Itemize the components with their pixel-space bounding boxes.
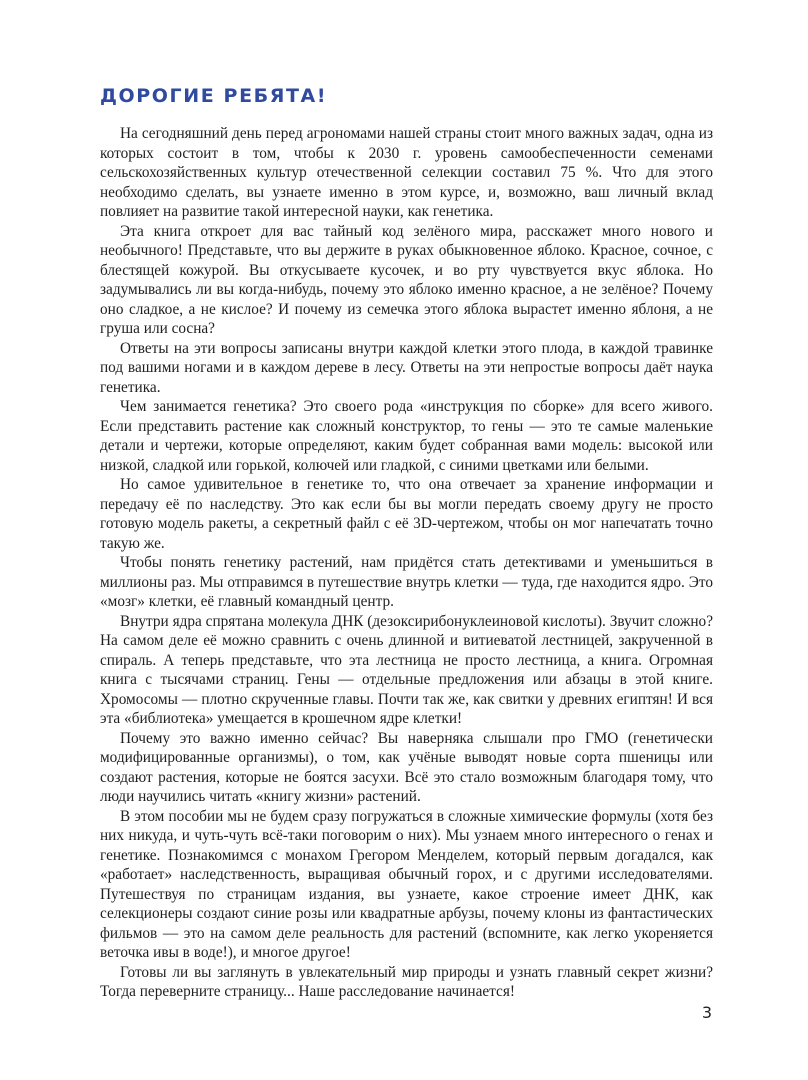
paragraph-9: В этом пособии мы не будем сразу погружаться в сложные химические формулы (хотя без них никуда, и чуть-чуть всё-таки поговорим о них). Мы узнаем много интересного о генах и генетике. Познакомимся с монахом Грегором Менделем, который первым догадался, как «работает» наследственность, выращивая обычный горох, и с другими исследователями. Путешествуя по страницам издания, вы узнаете, какое строение имеет ДНК, как селекционеры создают синие розы или квадратные арбузы, почему клоны из фантастических фильмов — это на самом деле реальность для растений (вспомните, как легко укореняется веточка ивы в воде!), и многое другое! [100,807,713,961]
paragraph-8: Почему это важно именно сейчас? Вы наверняка слышали про ГМО (генетически модифицированные организмы), о том, как учёные выводят новые сорта пшеницы или создают растения, которые не боятся засухи. Всё это стало возможным благодаря тому, что люди научились читать «книгу жизни» растений. [100,729,713,805]
paragraph-1: На сегодняшний день перед агрономами нашей страны стоит много важных задач, одна из которых состоит в том, чтобы к 2030 г. уровень самообеспеченности семенами сельскохозяйственных культур отечественной селекции составил 75 %. Что для этого необходимо сделать, вы узнаете именно в этом курсе, и, возможно, ваш личный вклад повлияет на развитие такой интересной науки, как генетика. [100,125,713,220]
page-number: 3 [701,1003,712,1022]
paragraph-5: Но самое удивительное в генетике то, что она отвечает за хранение информации и передачу её по наследству. Это как если бы вы могли передать своему другу не просто готовую модель ракеты, а секретный файл с её 3D-чертежом, чтобы он мог напечатать точно такую же. [100,476,713,552]
paragraph-7: Внутри ядра спрятана молекула ДНК (дезоксирибонуклеиновой кислоты). Звучит сложно? На самом деле её можно сравнить с очень длинной и витиеватой лестницей, закрученной в спираль. А теперь представьте, что эта лестница не просто лестница, а книга. Огромная книга с тысячами страниц. Гены — отдельные предложения или абзацы в этой книге. Хромосомы — плотно скрученные главы. Почти так же, как свитки у древних египтян! И вся эта «библиотека» умещается в крошечном ядре клетки! [100,612,713,727]
paragraph-2: Эта книга откроет для вас тайный код зелёного мира, расскажет много нового и необычного! Представьте, что вы держите в руках обыкновенное яблоко. Красное, сочное, с блестящей кожурой. Вы откусываете кусочек, и во рту чувствуется вкус яблока. Но задумывались ли вы когда-нибудь, почему это яблоко именно красное, а не зелёное? Почему оно сладкое, а не кислое? И почему из семечка этого яблока вырастет именно яблоня, а не груша или сосна? [100,222,713,337]
paragraph-6: Чтобы понять генетику растений, нам придётся стать детективами и уменьшиться в миллионы раз. Мы отправимся в путешествие внутрь клетки — туда, где находится ядро. Это «мозг» клетки, её главный командный центр. [100,554,713,610]
page-heading: ДОРОГИЕ РЕБЯТА! [100,85,328,107]
paragraph-4: Чем занимается генетика? Это своего рода «инструкция по сборке» для всего живого. Если представить растение как сложный конструктор, то гены — это те самые маленькие детали и чертежи, которые определяют, каким будет собранная вами модель: высокой или низкой, сладкой или горькой, колючей или гладкой, с синими цветками или белыми. [100,398,713,474]
page-content [100,82,713,1002]
paragraph-10: Готовы ли вы заглянуть в увлекательный мир природы и узнать главный секрет жизни? Тогда переверните страницу... Наше расследование начинается! [100,963,713,1000]
paragraph-3: Ответы на эти вопросы записаны внутри каждой клетки этого плода, в каждой травинке под вашими ногами и в каждом дереве в лесу. Ответы на эти непростые вопросы даёт наука генетика. [100,339,713,396]
